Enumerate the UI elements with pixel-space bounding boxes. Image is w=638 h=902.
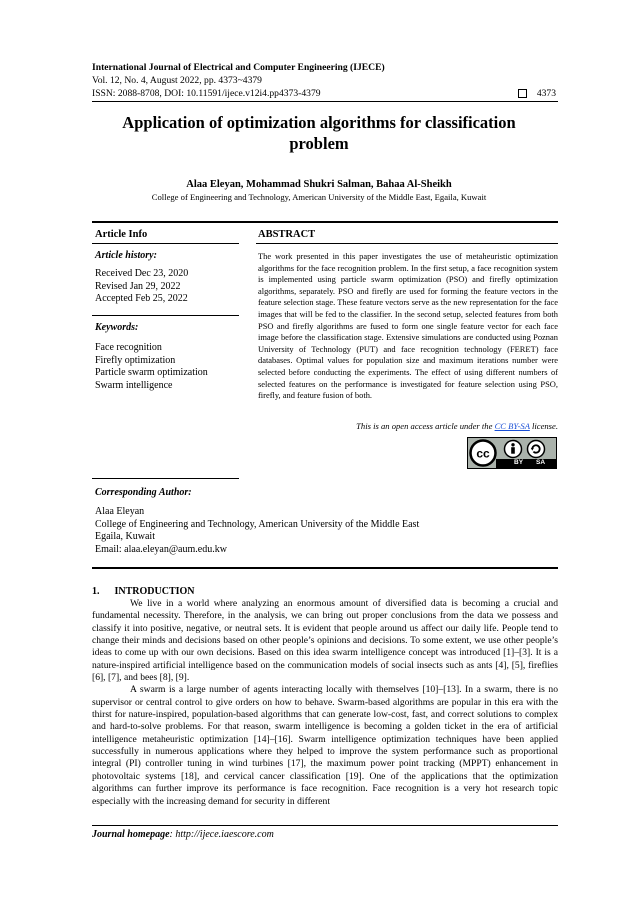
abstract-heading-rule — [256, 243, 558, 244]
journal-volume: Vol. 12, No. 4, August 2022, pp. 4373~4379 — [92, 75, 262, 86]
checkbox-square-icon — [518, 89, 527, 98]
cc-by-label: BY — [514, 459, 524, 466]
cc-by-sa-badge[interactable] — [467, 437, 557, 469]
article-info-heading: Article Info — [95, 229, 148, 240]
keyword-item: Swarm intelligence — [95, 379, 173, 391]
author-org: College of Engineering and Technology, American University of the Middle East — [95, 518, 420, 530]
page-number-block — [518, 88, 556, 99]
article-history-label: Article history: — [95, 250, 157, 261]
keyword-item: Face recognition — [95, 342, 162, 353]
paper-title — [92, 112, 546, 154]
keywords-label: Keywords: — [95, 322, 139, 333]
corresponding-top-rule — [92, 478, 239, 479]
introduction-body — [92, 598, 558, 808]
abstract-text: The work presented in this paper investigates the use of metaheuristic optimization algorithms for the face recognition problem. In the first setup, a face recognition system is implemented using particle swarm optimization (PSO) and firefly optimization algorithms, separately. PSO and firefly are used for forming the feature vectors in the feature selection stage. These feature vectors serve as the new representation for the face images that will be fed to the classifier. In the second setup, selected features from both PSO and firefly algorithms are fused to form one single feature vector for each face image before the classification stage. Extensive simulations are conducted using Poznan University of Technology (PUT) and face recognition technology (FERET) face databases. Optimal values for population size and maximum iterations number were selected before conducting the experiments. The effect of using different numbers of selected features on the performance is investigated for feature selection using PSO, firefly, and feature fusion of both. — [258, 251, 558, 401]
revised-date: Revised Jan 29, 2022 — [95, 280, 181, 292]
received-date: Received Dec 23, 2020 — [95, 268, 189, 279]
info-heading-rule — [92, 243, 239, 244]
author-email: Email: alaa.eleyan@aum.edu.kw — [95, 543, 227, 555]
intro-paragraph-1: We live in a world where analyzing an enormous amount of diversified data is becoming a crucial and fundamental necessity. Therefore, in the analysis, we can bring out proper conclusions from the data we possess and classify it into positive, negative, or neutral sets. It is evident that people around us affect our daily life. People tend to change their minds and decisions based on other people’s opinions and decisions. To some extent, we use other people’s ideas to come up with our own decisions. Based on this idea swarm intelligence concept was introduced [1]–[3]. It is a nature-inspired artificial intelligence based on the communication models of social insects such as ants [4], [5], fireflies [6], [7], and bees [8], [9]. — [92, 598, 558, 684]
journal-issn: ISSN: 2088-8708, DOI: 10.11591/ijece.v12i4.pp4373-4379 — [92, 88, 321, 99]
header-rule — [92, 101, 558, 102]
cc-sa-label: SA — [536, 459, 546, 466]
journal-homepage — [92, 829, 274, 840]
svg-text:cc: cc — [476, 446, 490, 461]
title-line-1: Application of optimization algorithms for classification — [122, 113, 516, 132]
keyword-item: Firefly optimization — [95, 354, 176, 366]
info-bottom-rule — [92, 567, 558, 569]
homepage-url[interactable]: : http://ijece.iaescore.com — [169, 829, 274, 840]
page-number: 4373 — [536, 88, 556, 99]
info-top-rule — [92, 221, 558, 223]
accepted-date: Accepted Feb 25, 2022 — [95, 293, 188, 304]
title-line-2: problem — [289, 134, 349, 153]
footer-rule — [92, 825, 558, 826]
introduction-heading: 1. INTRODUCTION — [92, 586, 195, 597]
author-name: Alaa Eleyan — [95, 506, 145, 517]
keyword-item: Particle swarm optimization — [95, 367, 208, 378]
keywords-rule — [92, 315, 239, 316]
keywords-list — [95, 342, 208, 392]
corresponding-author-label: Corresponding Author: — [95, 487, 192, 498]
authors: Alaa Eleyan, Mohammad Shukri Salman, Bahaa Al-Sheikh — [186, 179, 452, 190]
intro-paragraph-2: A swarm is a large number of agents interacting locally with themselves [10]–[13]. In a swarm, there is no supervisor or central control to give orders on how to behave. Swarm-based algorithms are popular in this era with the thirst for nature-inspired, population-based algorithms that can generate low-cost, fast, and correct solutions to complex and hard-to-solve problems. For that reason, swarm intelligence is becoming a golden ticket in the era of artificial intelligence metaheuristic optimization [14]–[16]. Swarm intelligence optimization techniques have been applied successfully in numerous applications where they helped to improve the system performance such as proportional integral (PI) controller tuning in wind turbines [17], the maximum power point tracking (MPPT) enhancement in photovoltaic systems [18], and cervical cancer classification [19]. One of the applications that the optimization algorithms can further improve its performance is face recognition. Face recognition is a very hot research topic especially with the increasing demand for security in different — [92, 684, 558, 807]
homepage-label: Journal homepage — [92, 829, 170, 840]
article-history — [95, 268, 188, 306]
author-city: Egaila, Kuwait — [95, 531, 155, 542]
license-line: This is an open access article under the CC BY-SA license. — [356, 421, 558, 431]
journal-name: International Journal of Electrical and Computer Engineering (IJECE) — [92, 62, 385, 73]
abstract-heading: ABSTRACT — [258, 229, 316, 240]
affiliation: College of Engineering and Technology, American University of the Middle East, Egaila, Kuwait — [151, 192, 487, 202]
corresponding-author-block — [95, 506, 419, 556]
cc-by-sa-link[interactable]: CC BY-SA — [494, 421, 530, 431]
